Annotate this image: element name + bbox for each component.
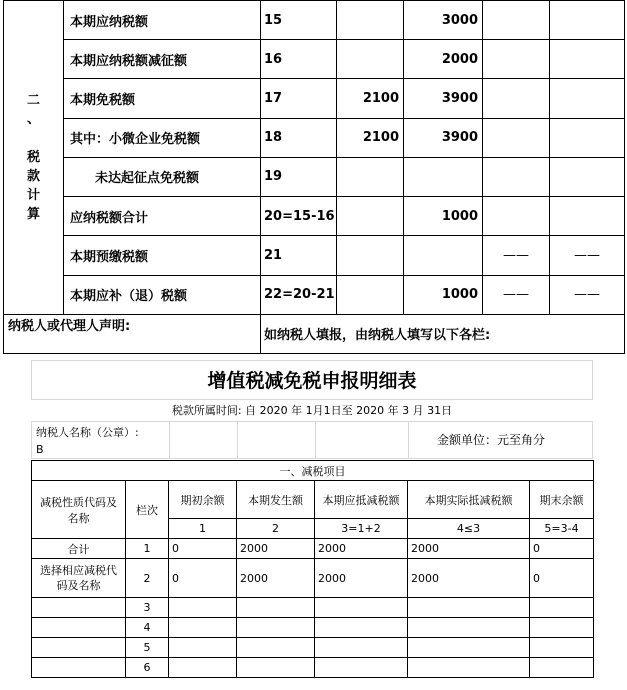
taxpayer-name-label <box>36 424 139 458</box>
item-label: 其中：小微企业免税额 <box>64 118 261 157</box>
column-number: 19 <box>261 157 337 196</box>
value-cell <box>483 40 550 79</box>
detail-row <box>32 618 594 638</box>
value-cell: —— <box>483 236 550 275</box>
should-deduct: 2000 <box>315 539 408 559</box>
item-label: 应纳税额合计 <box>64 197 261 236</box>
detail-row <box>32 638 594 658</box>
tax-calculation-body <box>4 1 625 354</box>
value-cell <box>483 79 550 118</box>
declaration-label: 纳税人或代理人声明: <box>4 314 261 353</box>
end-balance <box>530 638 594 658</box>
row-number: 4 <box>126 618 169 638</box>
header-current-amount: 本期发生额 <box>237 481 315 519</box>
begin-balance <box>169 598 237 618</box>
should-deduct <box>315 638 408 658</box>
current-amount <box>237 658 315 678</box>
begin-balance: 0 <box>169 539 237 559</box>
current-amount <box>237 598 315 618</box>
value-cell: —— <box>550 236 625 275</box>
value-cell: 2100 <box>337 79 404 118</box>
header-begin-balance: 期初余额 <box>169 481 237 519</box>
tax-period: 税款所属时间: 自 2020 年 1月1日至 2020 年 3 月 31日 <box>171 404 453 417</box>
actual-deduct: 2000 <box>408 559 530 598</box>
detail-row <box>32 658 594 678</box>
value-cell <box>483 1 550 40</box>
value-cell <box>483 118 550 157</box>
column-number: 15 <box>261 1 337 40</box>
begin-balance: 0 <box>169 559 237 598</box>
end-balance: 0 <box>530 539 594 559</box>
value-cell: 2000 <box>404 40 483 79</box>
current-amount <box>237 618 315 638</box>
tax-row <box>4 40 625 79</box>
end-balance <box>530 618 594 638</box>
formula-cell: 2 <box>237 519 315 539</box>
row-number: 6 <box>126 658 169 678</box>
value-cell: —— <box>550 275 625 314</box>
header-code-name: 减税性质代码及名称 <box>32 481 126 539</box>
value-cell <box>550 157 625 196</box>
actual-deduct <box>408 618 530 638</box>
formula-cell: 5=3-4 <box>530 519 594 539</box>
reduction-detail-table <box>31 460 594 678</box>
column-number: 17 <box>261 79 337 118</box>
item-label: 本期免税额 <box>64 79 261 118</box>
header-row-no: 栏次 <box>126 481 169 539</box>
fill-note: 如纳税人填报，由纳税人填写以下各栏: <box>261 314 625 353</box>
reduction-name: 选择相应减税代码及名称 <box>32 559 126 598</box>
reduction-name <box>32 638 126 658</box>
section-title: 一、减税项目 <box>32 461 594 481</box>
tax-row <box>4 157 625 196</box>
value-cell <box>483 157 550 196</box>
section-char: 款 <box>26 168 40 184</box>
value-cell <box>404 157 483 196</box>
header-row <box>32 481 594 519</box>
reduction-name: 合计 <box>32 539 126 559</box>
item-label: 本期应补（退）税额 <box>64 275 261 314</box>
actual-deduct <box>408 598 530 618</box>
section-char: 算 <box>26 206 40 222</box>
tax-row <box>4 1 625 40</box>
value-cell: 1000 <box>404 275 483 314</box>
taxpayer-row <box>31 421 593 459</box>
value-cell: 3000 <box>404 1 483 40</box>
value-cell <box>550 197 625 236</box>
detail-row <box>32 539 594 559</box>
column-number: 16 <box>261 40 337 79</box>
value-cell: 2100 <box>337 118 404 157</box>
section-title-row <box>32 461 594 481</box>
taxpayer-label: 纳税人名称（公章）: <box>36 426 139 439</box>
section-char: 二 <box>26 92 40 108</box>
item-label: 本期应纳税额 <box>64 1 261 40</box>
reduction-detail-body <box>32 461 594 678</box>
item-label: 未达起征点免税额 <box>64 157 261 196</box>
value-cell: 3900 <box>404 118 483 157</box>
header-end-balance: 期末余额 <box>530 481 594 519</box>
should-deduct: 2000 <box>315 559 408 598</box>
item-label: 本期应纳税额减征额 <box>64 40 261 79</box>
reduction-name <box>32 618 126 638</box>
detail-row <box>32 559 594 598</box>
section-char: 、 <box>26 111 40 127</box>
reduction-name <box>32 598 126 618</box>
row-number: 2 <box>126 559 169 598</box>
formula-cell: 1 <box>169 519 237 539</box>
begin-balance <box>169 658 237 678</box>
current-amount: 2000 <box>237 539 315 559</box>
amount-unit: 金额单位：元至角分 <box>437 433 546 447</box>
current-amount: 2000 <box>237 559 315 598</box>
value-cell <box>550 40 625 79</box>
actual-deduct <box>408 658 530 678</box>
detail-row <box>32 598 594 618</box>
column-number: 20=15-16 <box>261 197 337 236</box>
tax-calculation-table <box>3 0 625 354</box>
end-balance: 0 <box>530 559 594 598</box>
item-label: 本期预缴税额 <box>64 236 261 275</box>
value-cell <box>337 197 404 236</box>
row-number: 3 <box>126 598 169 618</box>
value-cell <box>404 236 483 275</box>
value-cell: 1000 <box>404 197 483 236</box>
should-deduct <box>315 658 408 678</box>
row-number: 5 <box>126 638 169 658</box>
should-deduct <box>315 618 408 638</box>
declaration-row <box>4 314 625 353</box>
formula-cell: 4≤3 <box>408 519 530 539</box>
value-cell <box>337 40 404 79</box>
tax-row <box>4 118 625 157</box>
column-number: 22=20-21 <box>261 275 337 314</box>
should-deduct <box>315 598 408 618</box>
column-number: 18 <box>261 118 337 157</box>
value-cell <box>550 79 625 118</box>
name-cell <box>237 422 316 458</box>
value-cell: 3900 <box>404 79 483 118</box>
begin-balance <box>169 638 237 658</box>
actual-deduct: 2000 <box>408 539 530 559</box>
value-cell <box>337 157 404 196</box>
taxpayer-value: B <box>36 443 44 456</box>
section-char: 计 <box>26 187 40 203</box>
name-cell <box>315 422 409 458</box>
column-number: 21 <box>261 236 337 275</box>
value-cell <box>550 118 625 157</box>
header-actual-deduct: 本期实际抵减税额 <box>408 481 530 519</box>
header-should-deduct: 本期应抵减税额 <box>315 481 408 519</box>
end-balance <box>530 658 594 678</box>
section-label <box>4 1 64 315</box>
value-cell <box>337 1 404 40</box>
name-cell <box>169 422 238 458</box>
value-cell <box>337 275 404 314</box>
tax-row <box>4 236 625 275</box>
reduction-name <box>32 658 126 678</box>
value-cell <box>483 197 550 236</box>
current-amount <box>237 638 315 658</box>
end-balance <box>530 598 594 618</box>
begin-balance <box>169 618 237 638</box>
section-char: 税 <box>26 149 40 165</box>
value-cell <box>550 1 625 40</box>
row-number: 1 <box>126 539 169 559</box>
value-cell <box>337 236 404 275</box>
actual-deduct <box>408 638 530 658</box>
tax-row <box>4 197 625 236</box>
tax-row <box>4 79 625 118</box>
vat-reduction-form <box>31 360 593 690</box>
formula-cell: 3=1+2 <box>315 519 408 539</box>
value-cell: —— <box>483 275 550 314</box>
form-title: 增值税减免税申报明细表 <box>31 360 593 400</box>
tax-row <box>4 275 625 314</box>
